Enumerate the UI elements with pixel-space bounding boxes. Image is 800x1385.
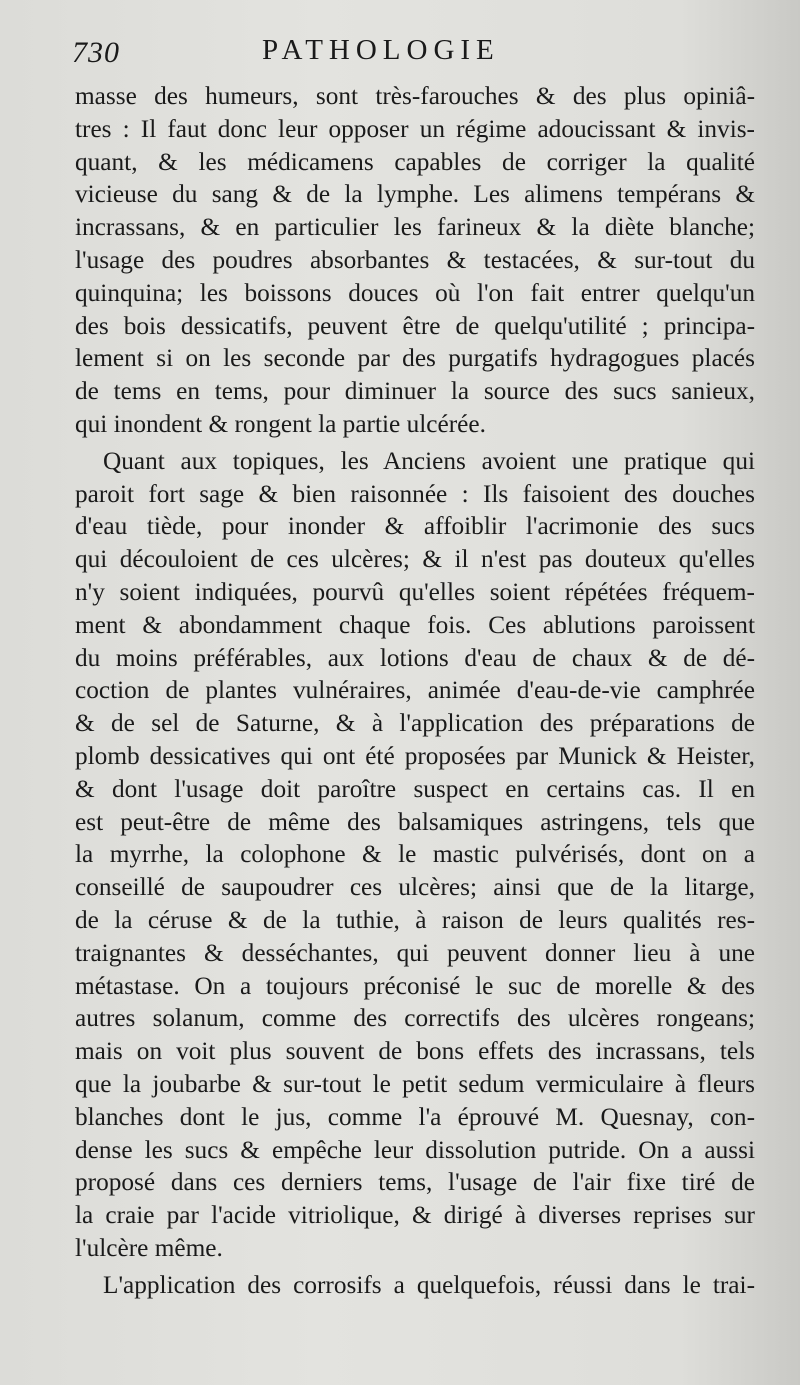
text-line: n'y soient indiquées, pourvû qu'elles soient répétées fréquem- <box>75 577 755 606</box>
text-line: & dont l'usage doit paroître suspect en certains cas. Il en <box>75 774 755 803</box>
text-line: métastase. On a toujours préconisé le suc de morelle & des <box>75 971 755 1000</box>
text-line: dense les sucs & empêche leur dissolution putride. On a aussi <box>75 1135 755 1164</box>
text-line: est peut-être de même des balsamiques astringens, tels que <box>75 807 755 836</box>
text-line: que la joubarbe & sur-tout le petit sedum vermiculaire à fleurs <box>75 1069 755 1098</box>
text-line: masse des humeurs, sont très-farouches & des plus opiniâ- <box>75 82 755 110</box>
text-line: des bois dessicatifs, peuvent être de quelqu'utilité ; principa- <box>75 311 755 340</box>
text-line: Quant aux topiques, les Anciens avoient une pratique qui <box>103 446 755 475</box>
text-line: conseillé de saupoudrer ces ulcères; ainsi que de la litarge, <box>75 873 755 902</box>
text-line: plomb dessicatives qui ont été proposées par Munick & Heister, <box>75 741 755 770</box>
text-line: paroit fort sage & bien raisonnée : Ils faisoient des douches <box>75 479 755 508</box>
text-line: mais on voit plus souvent de bons effets des incrassans, tels <box>75 1037 755 1066</box>
text-line: quant, & les médicamens capables de corriger la qualité <box>75 147 755 176</box>
text-line: & de sel de Saturne, & à l'application des préparations de <box>75 709 755 738</box>
text-line: lement si on les seconde par des purgatifs hydragogues placés <box>75 344 755 373</box>
page-number: 730 <box>72 36 120 69</box>
text-line: la craie par l'acide vitriolique, & dirigé à diverses reprises sur <box>75 1201 755 1230</box>
text-line: proposé dans ces derniers tems, l'usage de l'air fixe tiré de <box>75 1168 755 1197</box>
running-head: PATHOLOGIE <box>262 34 500 66</box>
text-line: quinquina; les boissons douces où l'on fait entrer quelqu'un <box>75 278 755 307</box>
text-line: coction de plantes vulnéraires, animée d'eau-de-vie camphrée <box>75 676 755 705</box>
paragraph-3 <box>75 1269 755 1302</box>
text-line: ment & abondamment chaque fois. Ces ablutions paroissent <box>75 610 755 639</box>
text-line: l'ulcère même. <box>75 1233 223 1262</box>
text-line: d'eau tiède, pour inonder & affoiblir l'acrimonie des sucs <box>75 512 755 541</box>
text-line: tres : Il faut donc leur opposer un régime adoucissant & invis- <box>75 114 755 143</box>
text-line: qui découloient de ces ulcères; & il n'est pas douteux qu'elles <box>75 545 755 574</box>
text-line: de tems en tems, pour diminuer la source des sucs sanieux, <box>75 377 755 406</box>
text-line: qui inondent & rongent la partie ulcérée. <box>75 409 486 438</box>
text-line: vicieuse du sang & de la lymphe. Les alimens tempérans & <box>75 180 755 209</box>
text-line: autres solanum, comme des correctifs des ulcères rongeans; <box>75 1004 755 1033</box>
paragraph-1 <box>75 80 755 441</box>
text-line: la myrrhe, la colophone & le mastic pulvérisés, dont on a <box>75 840 755 869</box>
text-line: blanches dont le jus, comme l'a éprouvé M. Quesnay, con- <box>75 1102 755 1131</box>
text-line: traignantes & desséchantes, qui peuvent donner lieu à une <box>75 938 755 967</box>
text-line: L'application des corrosifs a quelquefois, réussi dans le trai- <box>103 1270 755 1299</box>
text-line: de la céruse & de la tuthie, à raison de leurs qualités res- <box>75 905 755 934</box>
page-header <box>72 30 772 76</box>
text-line: l'usage des poudres absorbantes & testacées, & sur-tout du <box>75 245 755 274</box>
paragraph-2 <box>75 445 755 1265</box>
text-line: incrassans, & en particulier les farineux & la diète blanche; <box>75 213 755 242</box>
text-line: du moins préférables, aux lotions d'eau de chaux & de dé- <box>75 643 755 672</box>
body-text <box>75 80 755 1301</box>
